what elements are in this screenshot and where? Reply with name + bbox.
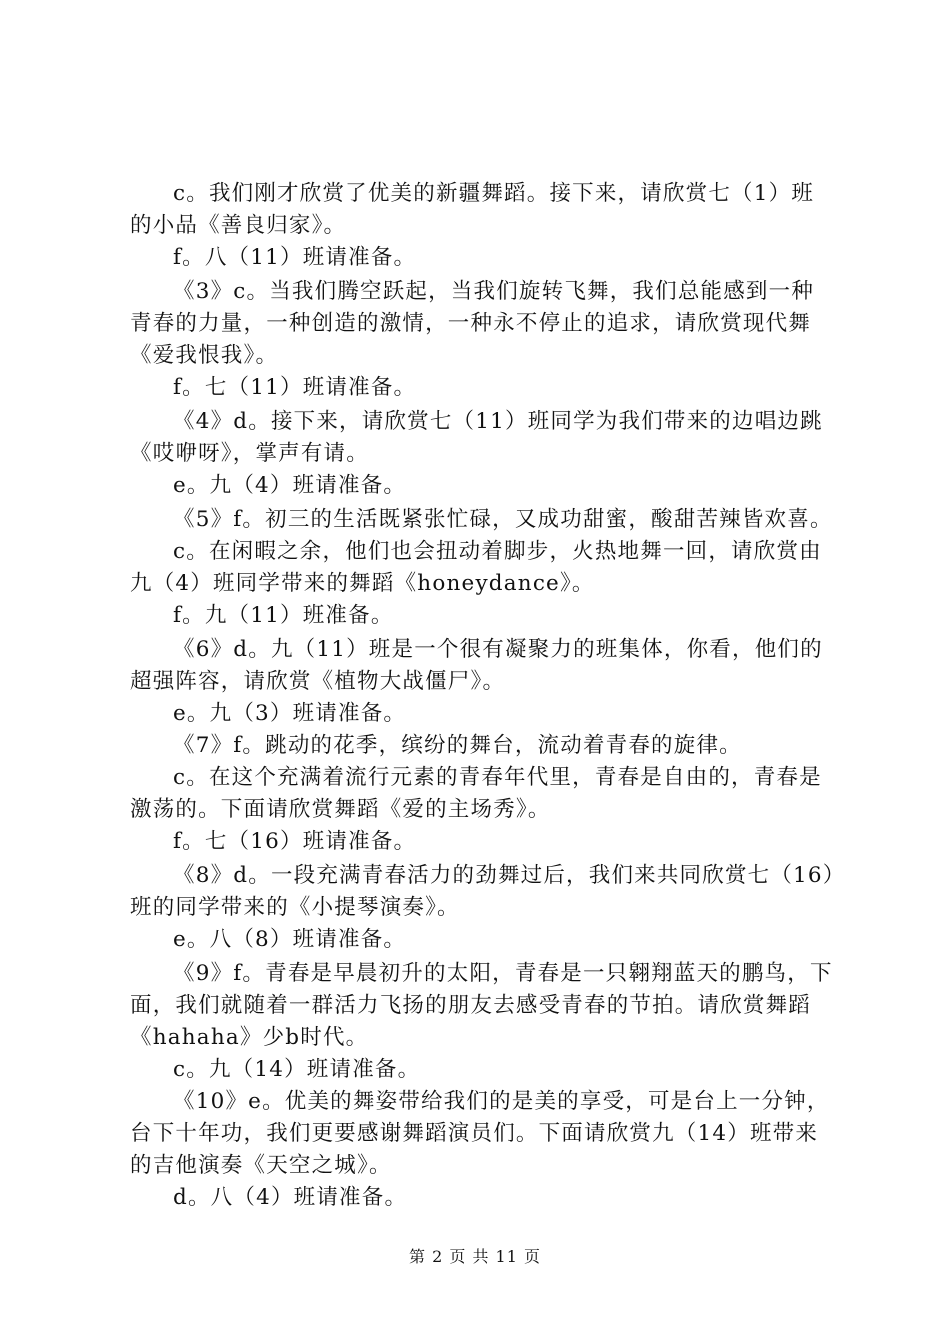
document-body	[130, 178, 835, 1214]
page-footer	[0, 1244, 950, 1267]
paragraph: f。七（11）班请准备。	[173, 375, 417, 400]
paragraph: c。在这个充满着流行元素的青春年代里，青春是自由的，青春是激荡的。下面请欣赏舞蹈《爱的主场秀》。	[130, 765, 822, 822]
paragraph: 《5》f。初三的生活既紧张忙碌，又成功甜蜜，酸甜苦辣皆欢喜。	[173, 507, 833, 532]
paragraph: 《10》e。优美的舞姿带给我们的是美的享受，可是台上一分钟，台下十年功，我们更要感谢舞蹈演员们。下面请欣赏九（14）班带来的吉他演奏《天空之城》。	[130, 1089, 830, 1178]
paragraph: 《6》d。九（11）班是一个很有凝聚力的班集体，你看，他们的超强阵容，请欣赏《植物大战僵尸》。	[130, 637, 823, 694]
paragraph: 《8》d。一段充满青春活力的劲舞过后，我们来共同欣赏七（16）班的同学带来的《小提琴演奏》。	[130, 863, 835, 920]
paragraph: 《3》c。当我们腾空跃起，当我们旋转飞舞，我们总能感到一种青春的力量，一种创造的激情，一种永不停止的追求，请欣赏现代舞《爱我恨我》。	[130, 279, 815, 368]
paragraph: c。九（14）班请准备。	[173, 1057, 421, 1082]
paragraph: f。八（11）班请准备。	[173, 245, 417, 270]
paragraph: d。八（4）班请准备。	[173, 1185, 408, 1210]
paragraph: f。七（16）班请准备。	[173, 829, 417, 854]
paragraph: e。九（4）班请准备。	[173, 473, 407, 498]
paragraph: 《7》f。跳动的花季，缤纷的舞台，流动着青春的旋律。	[173, 733, 742, 758]
paragraph: c。我们刚才欣赏了优美的新疆舞蹈。接下来，请欣赏七（1）班的小品《善良归家》。	[130, 181, 815, 238]
paragraph: 《9》f。青春是早晨初升的太阳，青春是一只翱翔蓝天的鹏鸟，下面，我们就随着一群活力飞扬的朋友去感受青春的节拍。请欣赏舞蹈《hahaha》少b时代。	[130, 961, 833, 1050]
paragraph: 《4》d。接下来，请欣赏七（11）班同学为我们带来的边唱边跳《哎咿呀》，掌声有请。	[130, 409, 823, 466]
paragraph: e。九（3）班请准备。	[173, 701, 407, 726]
paragraph: e。八（8）班请准备。	[173, 927, 407, 952]
paragraph: c。在闲暇之余，他们也会扭动着脚步，火热地舞一回，请欣赏由九（4）班同学带来的舞蹈《honeydance》。	[130, 539, 822, 596]
paragraph: f。九（11）班准备。	[173, 603, 394, 628]
page-number-label: 第 2 页 共 11 页	[409, 1247, 541, 1266]
